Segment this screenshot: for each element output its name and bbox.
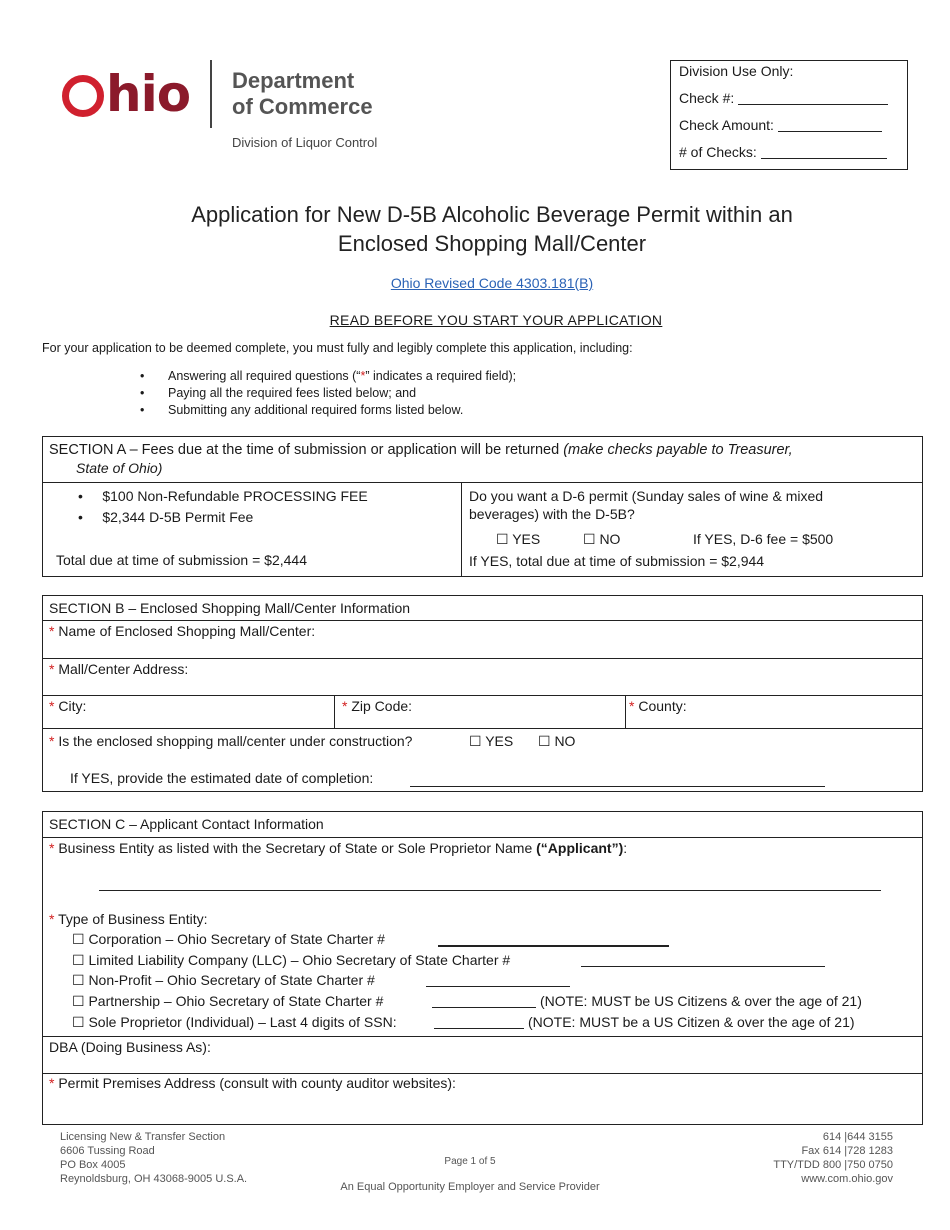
completion-date-label: If YES, provide the estimated date of completion: bbox=[70, 770, 374, 786]
page-title: Application for New D-5B Alcoholic Beverage Permit within an Enclosed Shopping Mall/Center bbox=[191, 202, 793, 256]
llc-option[interactable]: ☐ Limited Liability Company (LLC) – Ohio Secretary of State Charter # bbox=[72, 952, 511, 968]
premises-address-field[interactable]: * Permit Premises Address (consult with county auditor websites): bbox=[49, 1075, 456, 1091]
permit-fee: • $2,344 D-5B Permit Fee bbox=[78, 509, 254, 525]
corporation-option[interactable]: ☐ Corporation – Ohio Secretary of State Charter # bbox=[72, 931, 385, 947]
total-due: Total due at time of submission = $2,444 bbox=[56, 552, 307, 568]
footer-address: Licensing New & Transfer Section 6606 Tussing Road PO Box 4005 Reynoldsburg, OH 43068-9005 U.S.A. bbox=[60, 1131, 248, 1185]
business-entity-input[interactable] bbox=[99, 890, 881, 891]
read-before-heading: READ BEFORE YOU START YOUR APPLICATION bbox=[329, 312, 663, 328]
d6-yes-checkbox[interactable]: ☐ YES bbox=[496, 531, 541, 547]
construction-question: * Is the enclosed shopping mall/center under construction? bbox=[49, 733, 413, 749]
construction-yes-checkbox[interactable]: ☐ YES bbox=[469, 733, 514, 749]
partnership-note: (NOTE: MUST be US Citizens & over the age of 21) bbox=[540, 993, 862, 1009]
mall-address-field[interactable]: * Mall/Center Address: bbox=[49, 661, 189, 677]
completion-date-input[interactable] bbox=[410, 786, 825, 787]
construction-no-checkbox[interactable]: ☐ NO bbox=[538, 733, 576, 749]
division-use-title: Division Use Only: bbox=[679, 63, 794, 79]
division-name: Division of Liquor Control bbox=[232, 135, 378, 150]
ohio-logo-o-icon bbox=[62, 75, 104, 117]
division-use-box bbox=[670, 60, 908, 170]
zip-field[interactable]: * Zip Code: bbox=[342, 698, 413, 714]
check-number-field[interactable]: Check #: bbox=[679, 90, 888, 106]
d6-no-checkbox[interactable]: ☐ NO bbox=[583, 531, 621, 547]
partnership-option[interactable]: ☐ Partnership – Ohio Secretary of State Charter # bbox=[72, 993, 384, 1009]
d6-fee: If YES, D-6 fee = $500 bbox=[693, 531, 834, 547]
section-b-heading: SECTION B – Enclosed Shopping Mall/Center Information bbox=[49, 600, 411, 616]
business-entity-label: * Business Entity as listed with the Secretary of State or Sole Proprietor Name (“Applicant”): bbox=[49, 840, 628, 856]
corporation-charter-input[interactable] bbox=[438, 945, 669, 947]
ohio-logo: hio bbox=[62, 62, 190, 126]
d6-question-cont: beverages) with the D-5B? bbox=[469, 506, 635, 522]
check-amount-field[interactable]: Check Amount: bbox=[679, 117, 882, 133]
equal-opportunity: An Equal Opportunity Employer and Service Provider bbox=[340, 1181, 600, 1193]
mall-name-field[interactable]: * Name of Enclosed Shopping Mall/Center: bbox=[49, 623, 316, 639]
department-name: Department of Commerce bbox=[232, 68, 373, 119]
entity-type-label: * Type of Business Entity: bbox=[49, 911, 208, 927]
logo-divider bbox=[210, 60, 212, 128]
llc-charter-input[interactable] bbox=[581, 966, 825, 967]
processing-fee: • $100 Non-Refundable PROCESSING FEE bbox=[78, 488, 368, 504]
intro-text: For your application to be deemed complete, you must fully and legibly complete this application, including: bbox=[42, 341, 633, 355]
footer-contact: 614 |644 3155 Fax 614 |728 1283 TTY/TDD 800 |750 0750 www.com.ohio.gov bbox=[773, 1131, 893, 1185]
sole-proprietor-option[interactable]: ☐ Sole Proprietor (Individual) – Last 4 digits of SSN: bbox=[72, 1014, 397, 1030]
county-field[interactable]: * County: bbox=[629, 698, 687, 714]
nonprofit-option[interactable]: ☐ Non-Profit – Ohio Secretary of State Charter # bbox=[72, 972, 375, 988]
section-a-heading: SECTION A – Fees due at the time of submission or application will be returned (make checks payable to Treasurer, bbox=[49, 442, 793, 458]
section-a-heading-note: State of Ohio) bbox=[76, 460, 163, 476]
d6-question: Do you want a D-6 permit (Sunday sales of wine & mixed bbox=[469, 488, 824, 504]
partnership-charter-input[interactable] bbox=[432, 1007, 536, 1008]
number-of-checks-field[interactable]: # of Checks: bbox=[679, 144, 887, 160]
d6-total: If YES, total due at time of submission = $2,944 bbox=[469, 553, 765, 569]
sole-proprietor-note: (NOTE: MUST be a US Citizen & over the age of 21) bbox=[528, 1014, 855, 1030]
orc-link[interactable]: Ohio Revised Code 4303.181(B) bbox=[390, 275, 594, 291]
city-field[interactable]: * City: bbox=[49, 698, 87, 714]
ssn-input[interactable] bbox=[434, 1028, 524, 1029]
section-c-heading: SECTION C – Applicant Contact Information bbox=[49, 816, 324, 832]
dba-field[interactable]: DBA (Doing Business As): bbox=[49, 1039, 211, 1055]
page-number: Page 1 of 5 bbox=[444, 1156, 496, 1167]
nonprofit-charter-input[interactable] bbox=[426, 986, 570, 987]
